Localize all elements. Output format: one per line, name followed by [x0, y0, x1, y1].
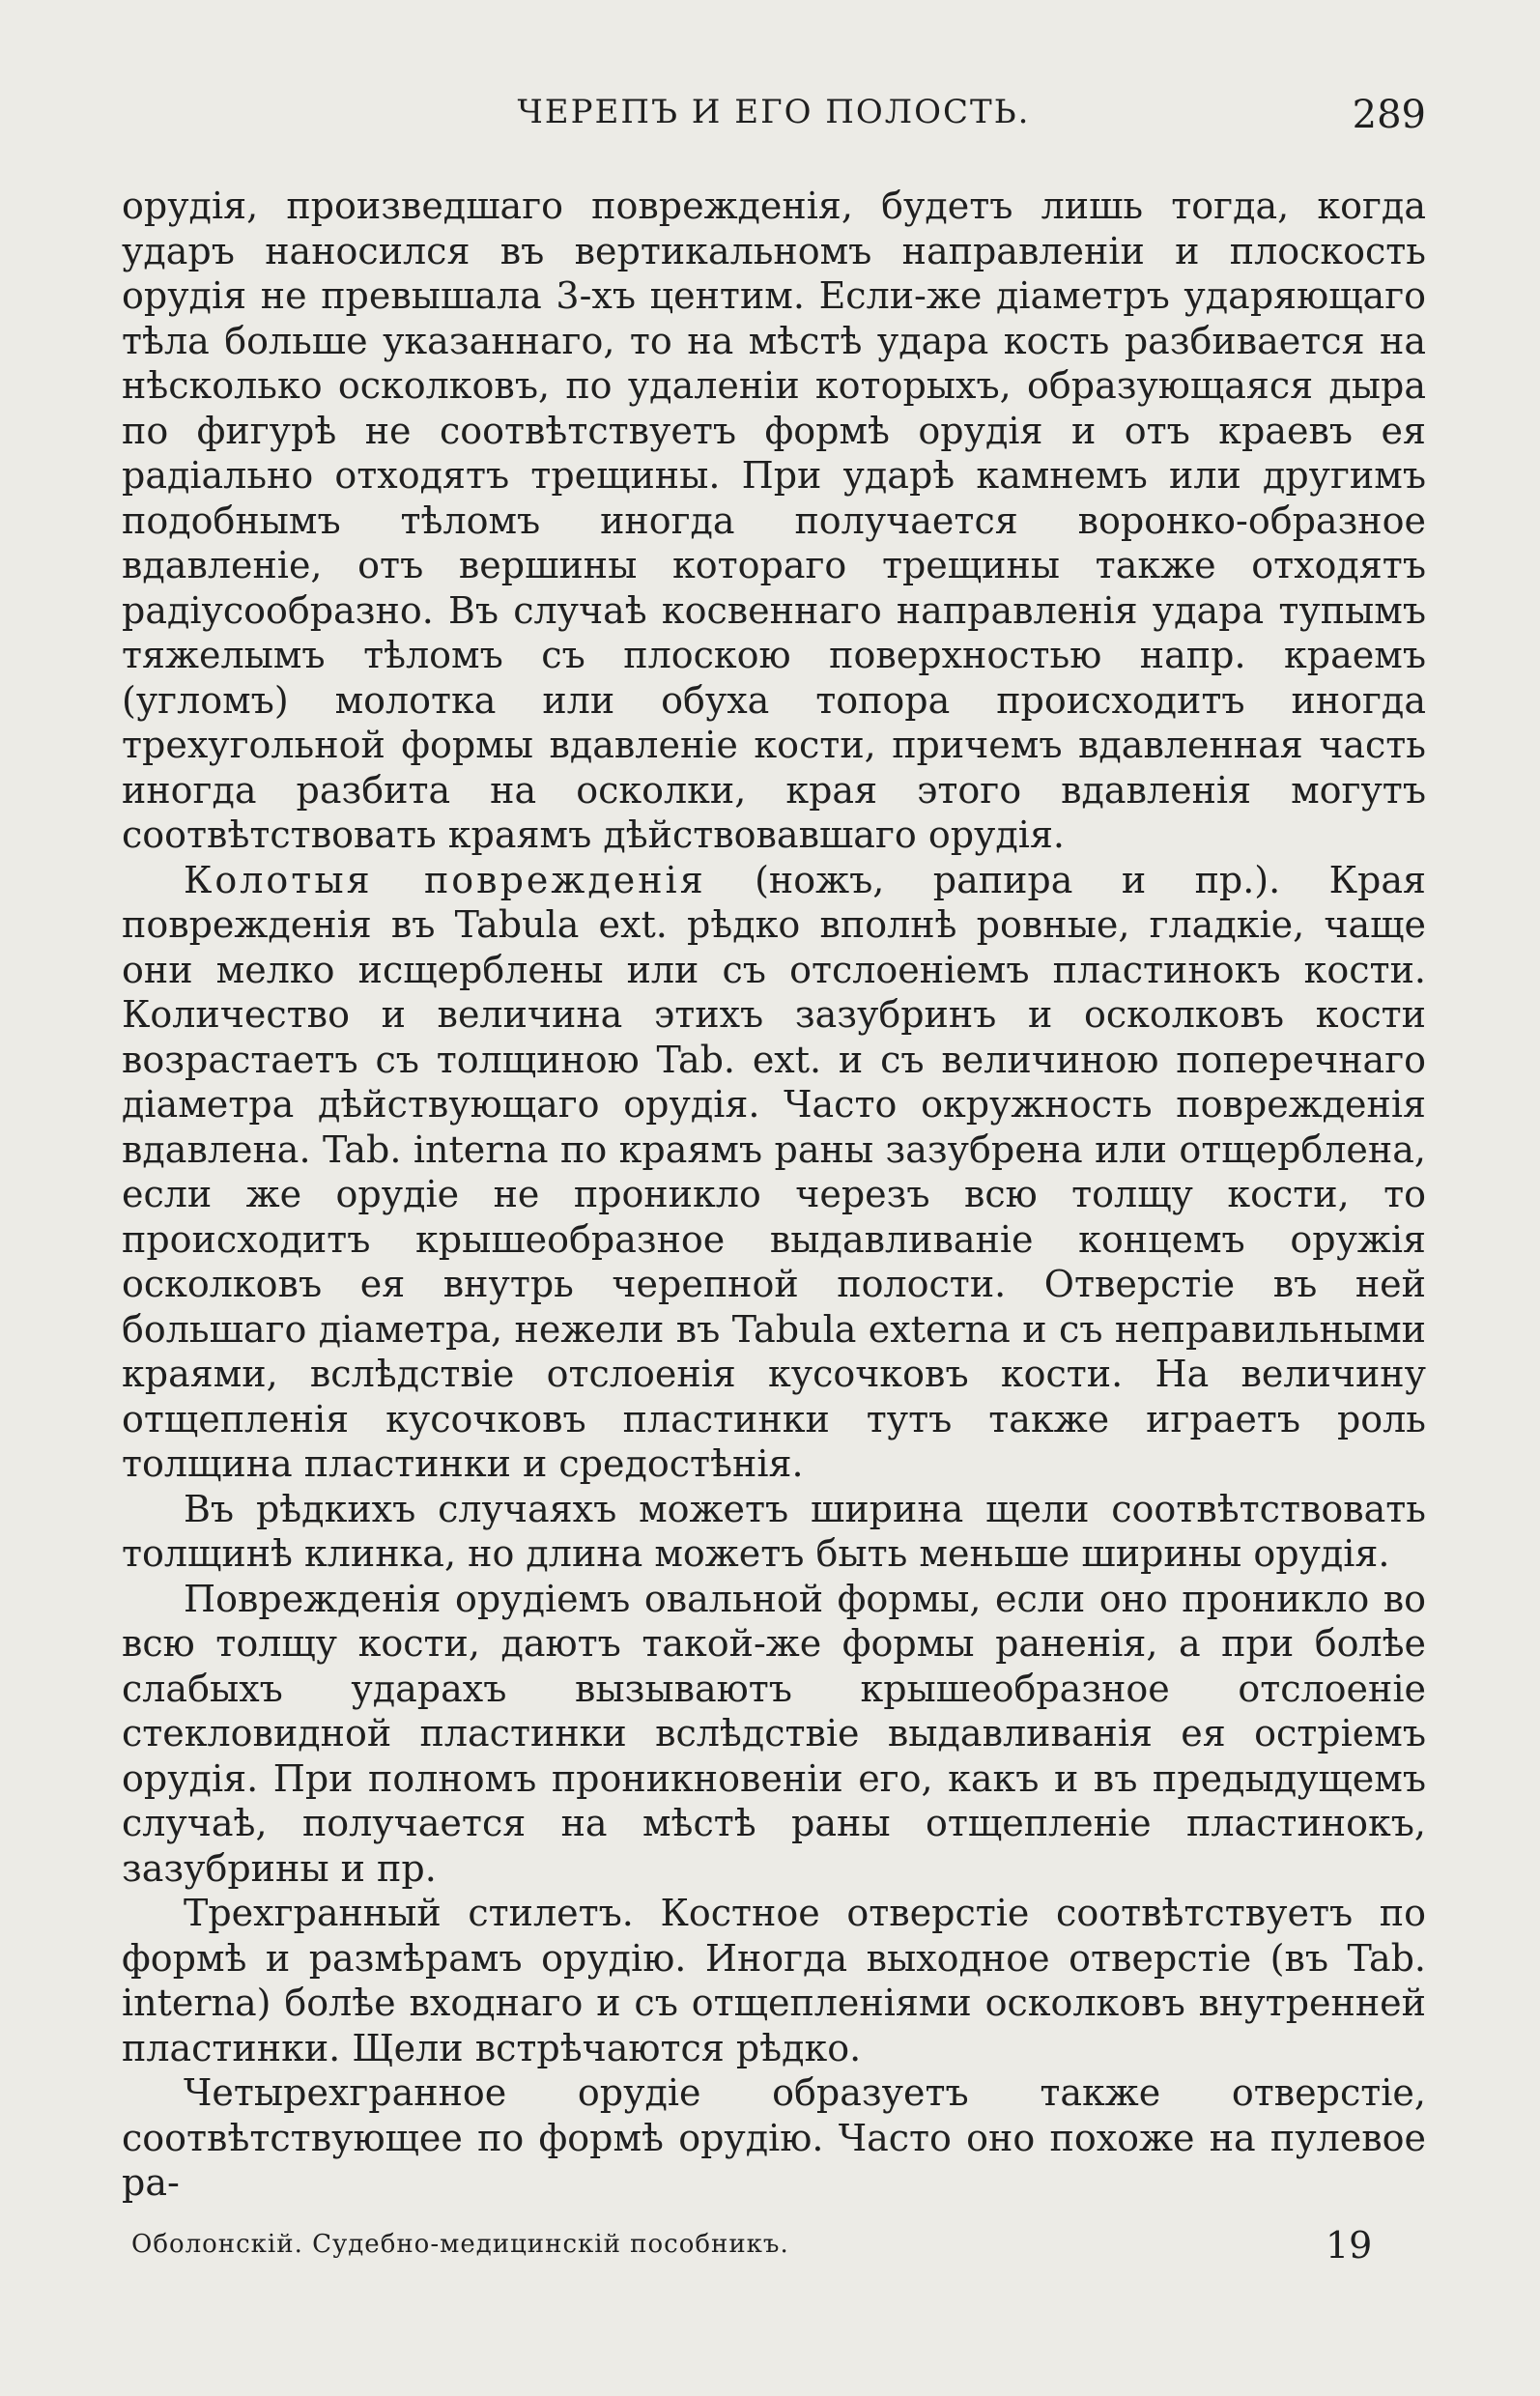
body-text: [122, 184, 1426, 2206]
paragraph-3: Въ рѣдкихъ случаяхъ можетъ ширина щели соотвѣтствовать толщинѣ клинка, но длина можетъ быть меньше ширины орудія.: [122, 1487, 1426, 1575]
running-title: ЧЕРЕПЪ И ЕГО ПОЛОСТЬ.: [517, 93, 1031, 131]
paragraph-4: Поврежденія орудіемъ овальной формы, если оно проникло во всю толщу кости, даютъ такой-же формы раненія, а при болѣе слабыхъ ударахъ вызываютъ крышеобразное отслоеніе стекловидной пластинки вслѣдствіе выдавливанія ея остріемъ орудія. При полномъ проникновеніи его, какъ и въ предыдущемъ случаѣ, получается на мѣстѣ раны отщепленіе пластинокъ, зазубрины и пр.: [122, 1577, 1426, 1890]
footer-signature: Оболонскій. Судебно-медицинскій пособникъ.: [131, 2230, 789, 2259]
page-footer: [122, 2224, 1426, 2270]
paragraph-2-lead: Колотыя поврежденія: [184, 858, 706, 901]
paragraph-2: [122, 858, 1426, 1487]
paragraph-2-text: (ножъ, рапира и пр.). Края поврежденія въ Tabula ext. рѣдко вполнѣ ровные, гладкіе, чаще они мелко исщерблены или съ отслоеніемъ пластинокъ кости. Количество и величина этихъ зазубринъ и осколковъ кости возрастаетъ съ толщиною Tab. ext. и съ величиною поперечнаго діаметра дѣйствующаго орудія. Часто окружность поврежденія вдавлена. Tab. interna по краямъ раны зазубрена или отщерблена, если же орудіе не проникло черезъ всю толщу кости, то происходитъ крышеобразное выдавливаніе концемъ оружія осколковъ ея внутрь черепной полости. Отверстіе въ ней большаго діаметра, нежели въ Tabula externa и съ неправильными краями, вслѣдствіе отслоенія кусочковъ кости. На величину отщепленія кусочковъ пластинки тутъ также играетъ роль толщина пластинки и средостѣнія.: [122, 858, 1426, 1485]
paragraph-1: орудія, произведшаго поврежденія, будетъ лишь тогда, когда ударъ наносился въ вертикальномъ направленіи и плоскость орудія не превышала 3-хъ центим. Если-же діаметръ ударяющаго тѣла больше указаннаго, то на мѣстѣ удара кость разбивается на нѣсколько осколковъ, по удаленіи которыхъ, образующаяся дыра по фигурѣ не соотвѣтствуетъ формѣ орудія и отъ краевъ ея радіально отходятъ трещины. При ударѣ камнемъ или другимъ подобнымъ тѣломъ иногда получается воронко-образное вдавленіе, отъ вершины котораго трещины также отходятъ радіусообразно. Въ случаѣ косвеннаго направленія удара тупымъ тяжелымъ тѣломъ съ плоскою поверхностью напр. краемъ (угломъ) молотка или обуха топора происходитъ иногда трехугольной формы вдавленіе кости, причемъ вдавленная часть иногда разбита на осколки, края этого вдавленія могутъ соотвѣтствовать краямъ дѣйствовавшаго орудія.: [122, 185, 1426, 856]
paragraph-6: Четырехгранное орудіе образуетъ также отверстіе, соотвѣтствующее по формѣ орудію. Часто оно похоже на пулевое ра-: [122, 2071, 1426, 2204]
page-number: 289: [1352, 93, 1426, 137]
page-header: [122, 93, 1426, 141]
sheet-number: 19: [1326, 2224, 1373, 2267]
paragraph-5: Трехгранный стилетъ. Костное отверстіе соотвѣтствуетъ по формѣ и размѣрамъ орудію. Иногда выходное отверстіе (въ Tab. interna) болѣе входнаго и съ отщепленіями осколковъ внутренней пластинки. Щели встрѣчаются рѣдко.: [122, 1892, 1426, 2069]
